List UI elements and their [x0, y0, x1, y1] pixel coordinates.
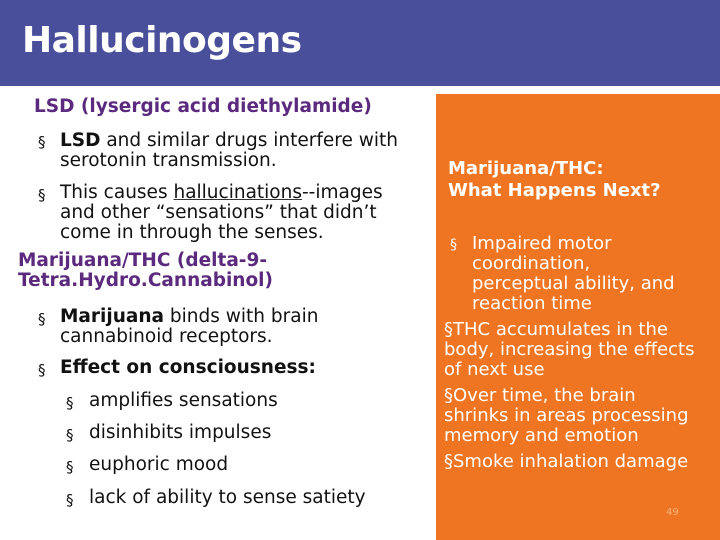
panel-item1-line1: Impaired motor: [472, 233, 612, 254]
thc-heading-line2: Tetra.Hydro.Cannabinol): [18, 270, 273, 291]
lsd-bullet1-line2: serotonin transmission.: [60, 150, 277, 171]
lsd-bullet2-line1: This causes hallucinations--images: [60, 182, 383, 203]
panel-heading-line2: What Happens Next?: [448, 180, 661, 201]
bullet-icon: §: [66, 394, 74, 412]
bullet-icon: §: [66, 458, 74, 476]
panel-heading-line1: Marijuana/THC:: [448, 158, 604, 179]
panel-item4-line1: §Smoke inhalation damage: [444, 451, 689, 472]
panel-item1-line4: reaction time: [472, 293, 592, 314]
panel-item3-line1: §Over time, the brain: [444, 385, 636, 406]
panel-item2-line3: of next use: [444, 359, 545, 380]
panel-item1-line2: coordination,: [472, 253, 591, 274]
panel-item3-line2: shrinks in areas processing: [444, 405, 689, 426]
panel-item2-line2: body, increasing the effects: [444, 339, 695, 360]
hallucinations-term: hallucinations: [173, 182, 302, 203]
bullet-icon: §: [38, 310, 46, 328]
effect-item: lack of ability to sense satiety: [89, 487, 366, 508]
bullet-icon: §: [38, 186, 46, 204]
effect-item: euphoric mood: [89, 454, 229, 475]
lsd-bullet1-line1: LSD and similar drugs interfere with: [60, 130, 398, 151]
effect-item: amplifies sensations: [89, 390, 278, 411]
panel-item2-line1: §THC accumulates in the: [444, 319, 668, 340]
effect-item: disinhibits impulses: [89, 422, 272, 443]
bullet-icon: §: [38, 133, 46, 151]
bullet-icon: §: [38, 361, 46, 379]
lsd-heading: LSD (lysergic acid diethylamide): [34, 96, 372, 117]
thc-bullet1-line2: cannabinoid receptors.: [60, 326, 273, 347]
panel-item3-line3: memory and emotion: [444, 425, 639, 446]
lsd-bullet2-line2: and other “sensations” that didn’t: [60, 202, 377, 223]
thc-bullet1-line1: Marijuana binds with brain: [60, 306, 319, 327]
title-banner: [0, 0, 720, 86]
slide-title: Hallucinogens: [22, 20, 302, 61]
lsd-bullet2-line3: come in through the senses.: [60, 222, 324, 243]
panel-item1-line3: perceptual ability, and: [472, 273, 675, 294]
thc-heading-line1: Marijuana/THC (delta-9-: [18, 250, 268, 271]
thc-bullet2: Effect on consciousness:: [60, 357, 316, 378]
bullet-icon: §: [450, 237, 457, 253]
page-number: 49: [666, 507, 679, 518]
bullet-icon: §: [66, 426, 74, 444]
bullet-icon: §: [66, 491, 74, 509]
